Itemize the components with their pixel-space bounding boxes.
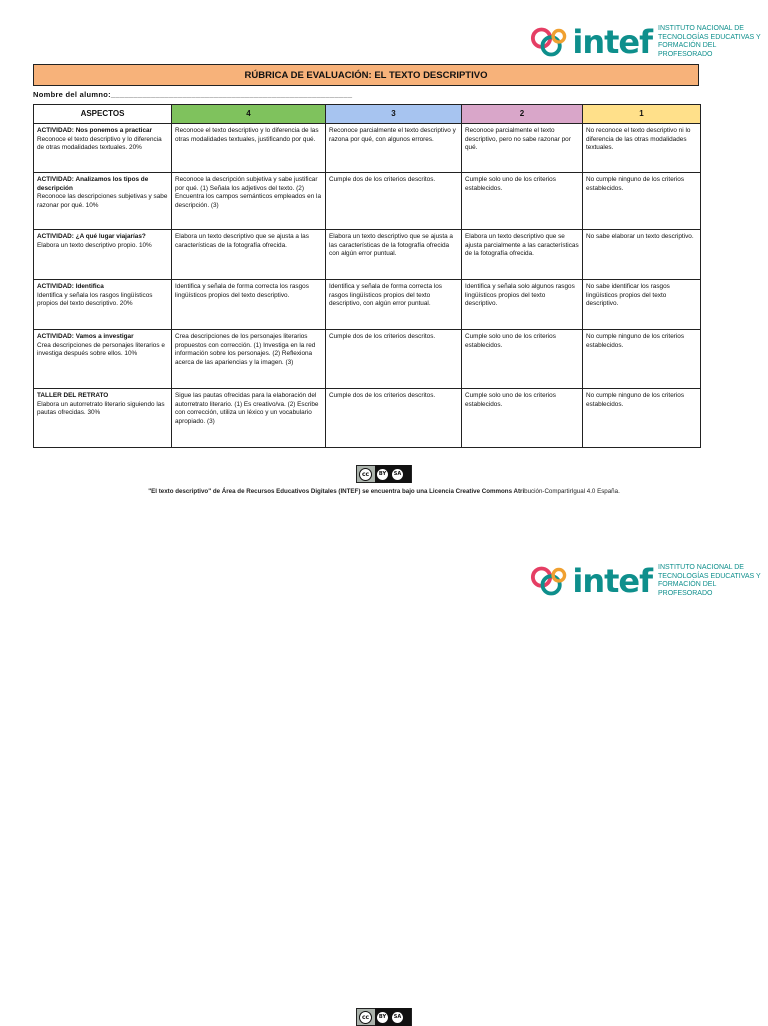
aspect-title: ACTIVIDAD: ¿A qué lugar viajarías? bbox=[37, 233, 146, 240]
score-3-cell: Cumple dos de los criterios descritos. bbox=[326, 173, 462, 230]
score-2-cell: Cumple solo uno de los criterios establecidos. bbox=[462, 330, 583, 389]
score-1-cell: No cumple ninguno de los criterios establecidos. bbox=[583, 173, 701, 230]
aspect-title: ACTIVIDAD: Vamos a investigar bbox=[37, 333, 134, 340]
by-attribution-icon: BY bbox=[377, 1012, 388, 1023]
cc-badge-strip bbox=[375, 1008, 411, 1026]
table-row bbox=[34, 330, 701, 389]
aspect-cell bbox=[34, 230, 172, 280]
score-3-cell: Cumple dos de los criterios descritos. bbox=[326, 389, 462, 448]
aspect-text: Reconoce las descripciones subjetivas y sabe razonar por qué. 10% bbox=[37, 193, 168, 209]
logo-text-line: INSTITUTO NACIONAL DE bbox=[658, 564, 744, 571]
license-text-light: bución-CompartirIgual 4.0 España. bbox=[524, 488, 620, 495]
aspect-text: Elabora un texto descriptivo propio. 10% bbox=[37, 241, 152, 249]
header-row bbox=[34, 105, 701, 124]
cc-icon: cc bbox=[359, 1011, 372, 1024]
score-1-cell: No sabe elaborar un texto descriptivo. bbox=[583, 230, 701, 280]
score-1-cell: No cumple ninguno de los criterios establecidos. bbox=[583, 330, 701, 389]
by-attribution-icon: BY bbox=[377, 469, 388, 480]
table-row bbox=[34, 230, 701, 280]
score-3-cell: Identifica y señala de forma correcta los rasgos lingüísticos propios del texto descriptivo, con algún error puntual. bbox=[326, 280, 462, 330]
student-name-field: Nombre del alumno:______________________________________________________ bbox=[33, 90, 353, 99]
aspect-text: Reconoce el texto descriptivo y lo diferencia de otras modalidades textuales. 20% bbox=[37, 135, 162, 152]
intef-mark-icon bbox=[530, 24, 570, 60]
logo-institution-text bbox=[658, 25, 768, 59]
score-2-cell: Cumple solo uno de los criterios establecidos. bbox=[462, 389, 583, 448]
aspect-cell bbox=[34, 389, 172, 448]
score-2-cell: Elabora un texto descriptivo que se ajusta parcialmente a las características de la fotografía ofrecida. bbox=[462, 230, 583, 280]
score-4-cell: Sigue las pautas ofrecidas para la elaboración del autorretrato literario. (1) Es creativo/va. (2) Escribe con corrección, utiliza un léxico y un vocabulario apropiado. (3) bbox=[172, 389, 326, 448]
header-score-4: 4 bbox=[172, 105, 326, 124]
rubric-table bbox=[33, 104, 701, 448]
aspect-text: Elabora un autorretrato literario siguiendo las pautas ofrecidas. 30% bbox=[37, 400, 165, 417]
intef-logo bbox=[530, 563, 768, 599]
score-1-cell: No cumple ninguno de los criterios establecidos. bbox=[583, 389, 701, 448]
logo-text-line: TECNOLOGÍAS EDUCATIVAS Y bbox=[658, 33, 761, 41]
header-score-3: 3 bbox=[326, 105, 462, 124]
cc-badge-strip bbox=[375, 465, 411, 483]
logo-institution-text bbox=[658, 564, 768, 598]
aspect-title: ACTIVIDAD: Analizamos los tipos de descripción bbox=[37, 176, 149, 192]
logo-word: intef bbox=[572, 23, 653, 61]
table-row bbox=[34, 280, 701, 330]
score-1-cell: No reconoce el texto descriptivo ni lo diferencia de las otras modalidades textuales. bbox=[583, 124, 701, 173]
logo-text-line: FORMACIÓN DEL PROFESORADO bbox=[658, 581, 717, 597]
aspect-cell bbox=[34, 280, 172, 330]
aspect-cell bbox=[34, 124, 172, 173]
header-score-1: 1 bbox=[583, 105, 701, 124]
table-row bbox=[34, 389, 701, 448]
cc-icon: cc bbox=[359, 468, 372, 481]
logo-text-line: TECNOLOGÍAS EDUCATIVAS Y bbox=[658, 572, 761, 580]
license-text bbox=[0, 488, 768, 495]
logo-text-line: INSTITUTO NACIONAL DE bbox=[658, 25, 744, 32]
score-2-cell: Identifica y señala solo algunos rasgos lingüísticos propios del texto descriptivo. bbox=[462, 280, 583, 330]
score-3-cell: Elabora un texto descriptivo que se ajusta a las características de la fotografía ofrecida con algún error puntual. bbox=[326, 230, 462, 280]
aspect-title: ACTIVIDAD: Nos ponemos a practicar bbox=[37, 127, 153, 134]
table-row bbox=[34, 173, 701, 230]
creative-commons-badge[interactable] bbox=[356, 465, 412, 483]
logo-word: intef bbox=[572, 562, 653, 600]
score-4-cell: Crea descripciones de los personajes literarios propuestos con corrección. (1) Investiga en la red información sobre los personajes. (2) Reflexiona acerca de las apariencias y la imagen. (3) bbox=[172, 330, 326, 389]
aspect-cell bbox=[34, 330, 172, 389]
score-4-cell: Reconoce la descripción subjetiva y sabe justificar por qué. (1) Señala los adjetivos del texto. (2) Encuentra los campos semánticos empleados en la descripción. (3) bbox=[172, 173, 326, 230]
score-2-cell: Reconoce parcialmente el texto descriptivo, pero no sabe razonar por qué. bbox=[462, 124, 583, 173]
intef-mark-icon bbox=[530, 563, 570, 599]
score-2-cell: Cumple solo uno de los criterios establecidos. bbox=[462, 173, 583, 230]
rubric-title: RÚBRICA DE EVALUACIÓN: EL TEXTO DESCRIPTIVO bbox=[33, 64, 699, 86]
creative-commons-badge[interactable] bbox=[356, 1008, 412, 1026]
score-1-cell: No sabe identificar los rasgos lingüísticos propios del texto descriptivo. bbox=[583, 280, 701, 330]
score-3-cell: Reconoce parcialmente el texto descriptivo y razona por qué, con algunos errores. bbox=[326, 124, 462, 173]
score-4-cell: Reconoce el texto descriptivo y lo diferencia de las otras modalidades textuales, justificando por qué. bbox=[172, 124, 326, 173]
score-4-cell: Elabora un texto descriptivo que se ajusta a las características de la fotografía ofrecida. bbox=[172, 230, 326, 280]
logo-text-line: FORMACIÓN DEL PROFESORADO bbox=[658, 42, 717, 58]
aspect-title: TALLER DEL RETRATO bbox=[37, 392, 109, 399]
aspect-title: ACTIVIDAD: Identifica bbox=[37, 283, 104, 290]
sa-share-alike-icon: SA bbox=[392, 1012, 403, 1023]
aspect-text: Identifica y señala los rasgos lingüísticos propios del texto descriptivo. 20% bbox=[37, 291, 153, 308]
aspect-text: Crea descripciones de personajes literarios e investiga después sobre ellos. 10% bbox=[37, 341, 165, 358]
license-text-bold: "El texto descriptivo" de Área de Recursos Educativos Digitales (INTEF) se encuentra bajo una Licencia Creative Commons Atri bbox=[148, 488, 525, 495]
sa-share-alike-icon: SA bbox=[392, 469, 403, 480]
aspect-cell bbox=[34, 173, 172, 230]
score-4-cell: Identifica y señala de forma correcta los rasgos lingüísticos propios del texto descriptivo. bbox=[172, 280, 326, 330]
header-score-2: 2 bbox=[462, 105, 583, 124]
score-3-cell: Cumple dos de los criterios descritos. bbox=[326, 330, 462, 389]
intef-logo bbox=[530, 24, 768, 60]
header-aspects: ASPECTOS bbox=[34, 105, 172, 124]
table-row bbox=[34, 124, 701, 173]
